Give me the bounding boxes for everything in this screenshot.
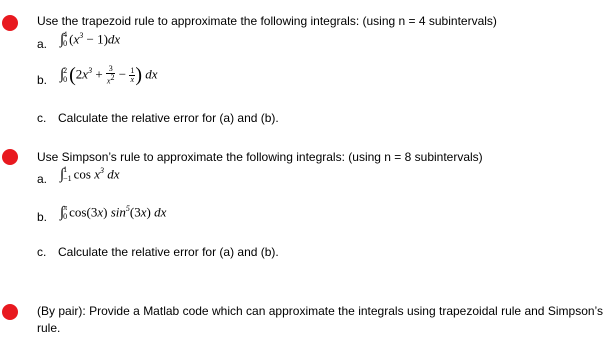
question-2b-integral: ∫ π 0 cos(3x) $\sin^5(3x)$ dx xyxy=(60,203,167,222)
question-1-prompt: Use the trapezoid rule to approximate the following integrals: (using n = 4 subintervals) xyxy=(37,14,497,28)
question-1c-text: Calculate the relative error for (a) and (b). xyxy=(58,111,279,125)
question-2a-marker: a. xyxy=(37,172,48,186)
question-2b-marker: b. xyxy=(37,210,48,224)
question-2c-text: Calculate the relative error for (a) and (b). xyxy=(58,245,279,259)
question-1a-integral: ∫ 4 0 $(x^3 - 1)dx$ xyxy=(60,30,121,49)
question-2c-marker: c. xyxy=(37,245,47,259)
question-2a-integral: ∫ 1 −1 $\cos x^3$ dx xyxy=(60,165,120,184)
question-1b-marker: b. xyxy=(37,73,48,87)
bullet-icon xyxy=(2,15,18,31)
question-2-prompt: Use Simpson’s rule to approximate the following integrals: (using n = 8 subintervals) xyxy=(37,150,483,164)
question-1a-marker: a. xyxy=(37,37,48,51)
question-1c-marker: c. xyxy=(37,111,47,125)
bullet-icon xyxy=(2,304,18,320)
bullet-icon xyxy=(2,149,18,165)
question-1b-integral: ∫ 2 0 ($2x^3$ + $\frac{3}{x^2}$ − $\frac{1}{x}$ ) dx xyxy=(60,64,158,86)
question-3-prompt: (By pair): Provide a Matlab code which can approximate the integrals using trapezoidal rule and Simpson’s rule. xyxy=(37,304,603,335)
